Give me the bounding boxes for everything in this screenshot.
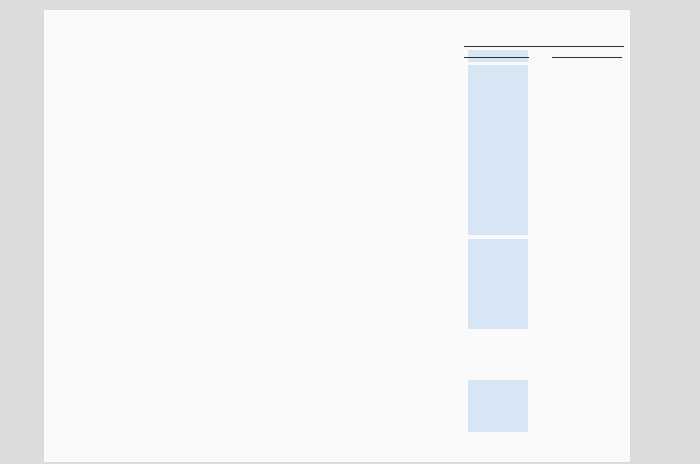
- title-band: [258, 10, 488, 24]
- balance-sheet: [44, 10, 630, 462]
- year-rule-2020: [552, 57, 622, 58]
- col-shade-equity-2021: [468, 380, 528, 432]
- header-rule: [464, 46, 624, 47]
- col-shade-liab-2021: [468, 239, 528, 329]
- col-shade-2021: [468, 50, 528, 62]
- col-shade-assets-2021: [468, 65, 528, 235]
- year-rule-2021: [464, 57, 529, 58]
